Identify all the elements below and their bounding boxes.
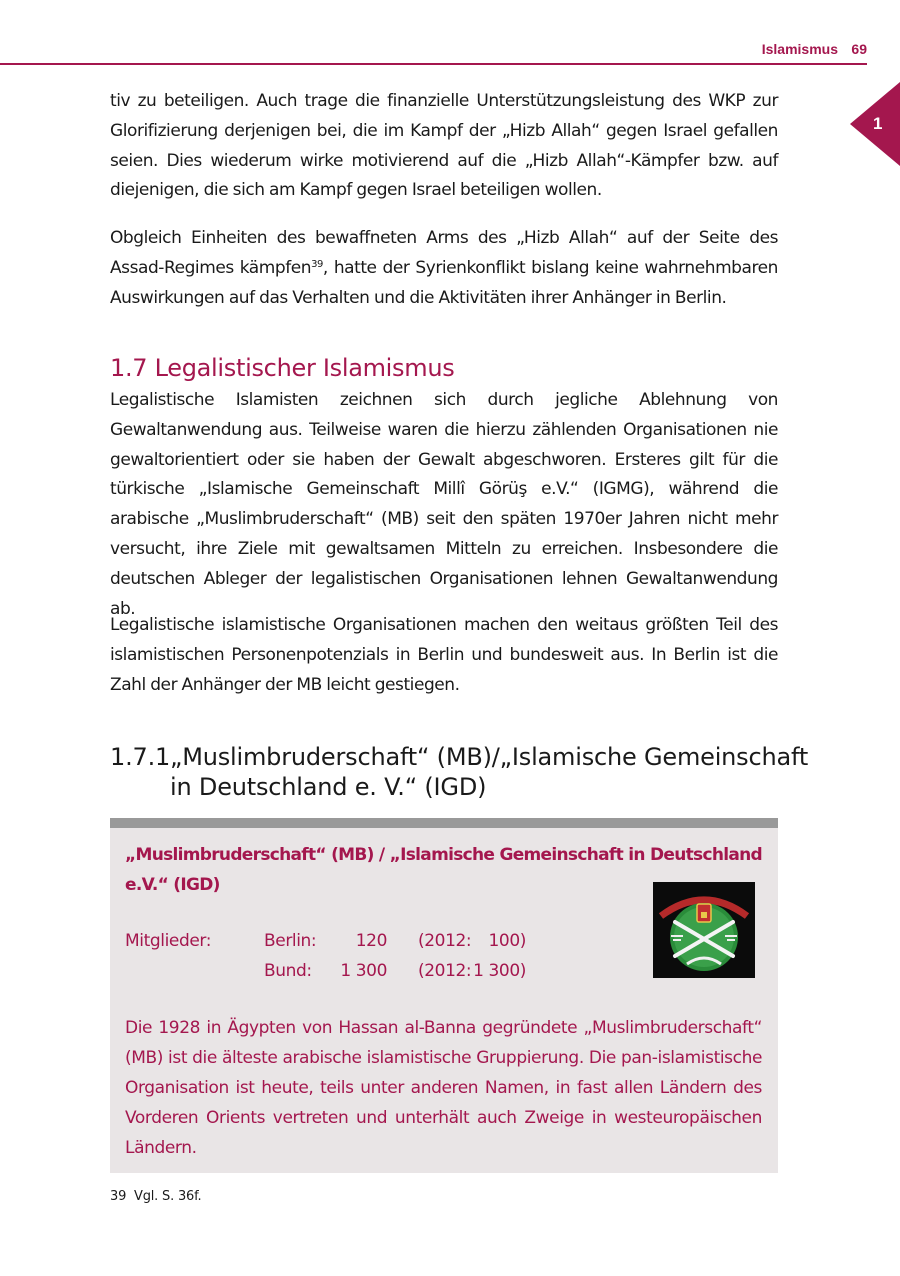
paragraph-3: Legalistische Islamisten zeichnen sich durch jegliche Ablehnung von Gewaltanwendung aus. Teilweise waren die hierzu zählenden Organisationen nie gewaltorientiert oder sie haben der Gewalt abgeschworen. Ersteres gilt für die türkische „Islamische Gemeinschaft Millî Görüş e.V.“ (IGMG), während die arabische „Muslimbruderschaft“ (MB) seit den späten 1970er Jahren nicht mehr versucht, ihre Ziele mit gewaltsamen Mitteln zu erreichen. Insbesondere die deutschen Ableger der legalistischen Organisationen lehnen Gewaltanwendung ab. bbox=[110, 390, 778, 619]
paragraph-4: Legalistische islamistische Organisationen machen den weitaus größten Teil des islamistischen Personenpotenzials in Berlin und bundesweit aus. In Berlin ist die Zahl der Anhänger der MB leicht gestiegen. bbox=[110, 615, 778, 695]
running-header-section: Islamismus bbox=[761, 41, 838, 57]
subsection-heading bbox=[110, 742, 808, 802]
subsection-title-line2: in Deutschland e. V.“ (IGD) bbox=[170, 773, 487, 801]
members-place: Berlin: bbox=[264, 931, 317, 951]
members-label: Mitglieder: bbox=[125, 931, 212, 951]
members-place: Bund: bbox=[264, 961, 312, 981]
footnote-ref[interactable]: 39 bbox=[311, 258, 323, 270]
header-rule bbox=[0, 63, 867, 65]
page-number: 69 bbox=[851, 41, 867, 57]
subsection-title-line1: „Muslimbruderschaft“ (MB)/„Islamische Gemeinschaft bbox=[170, 743, 809, 771]
members-prev-value: 100) bbox=[488, 931, 526, 951]
paragraph-2 bbox=[110, 224, 778, 313]
chapter-tab-number: 1 bbox=[873, 114, 883, 133]
footnote: 39 Vgl. S. 36f. bbox=[110, 1189, 202, 1204]
members-row-berlin bbox=[264, 926, 564, 956]
info-box-description: Die 1928 in Ägypten von Hassan al-Banna gegründete „Muslimbruderschaft“ (MB) ist die älteste arabische islamistische Gruppierung. Die pan-islamistische Organisation ist heute, teils unter anderen Namen, in fast allen Ländern des Vorderen Orients vertreten und unterhält auch Zweige in westeuropäischen Ländern. bbox=[125, 1018, 762, 1158]
members-row-bund bbox=[264, 956, 564, 986]
members-value: 1 300 bbox=[340, 961, 387, 981]
members-prev-label: (2012: bbox=[418, 931, 472, 951]
members-value: 120 bbox=[355, 931, 387, 951]
section-heading: 1.7 Legalistischer Islamismus bbox=[110, 354, 455, 382]
info-box bbox=[110, 818, 778, 1173]
info-box-title: „Muslimbruderschaft“ (MB) / „Islamische Gemeinschaft in Deutschland e.V.“ (IGD) bbox=[125, 845, 763, 895]
subsection-number: 1.7.1 bbox=[110, 743, 171, 771]
members-prev-label: (2012: bbox=[418, 961, 472, 981]
muslim-brotherhood-logo bbox=[653, 882, 755, 978]
paragraph-2-text-b: , hatte der Syrienkonflikt bislang keine wahrnehmbaren Auswirkungen auf das Verhalten und die Aktivitäten ihrer Anhänger in Berlin. bbox=[110, 257, 778, 308]
info-box-bar bbox=[110, 818, 778, 828]
paragraph-1: tiv zu beteiligen. Auch trage die finanzielle Unterstützungsleistung des WKP zur Glorifizierung derjenigen bei, die im Kampf der „Hizb Allah“ gegen Israel gefallen seien. Dies wiederum wirke motivierend auf die „Hizb Allah“-Kämpfer bzw. auf diejenigen, die sich am Kampf gegen Israel beteiligen wollen. bbox=[110, 91, 778, 201]
members-prev-value: 1 300) bbox=[473, 961, 526, 981]
paragraph-2-text-a: Obgleich Einheiten des bewaffneten Arms des „Hizb Allah“ auf der Seite des Assad-Regimes kämpfen bbox=[110, 228, 778, 278]
